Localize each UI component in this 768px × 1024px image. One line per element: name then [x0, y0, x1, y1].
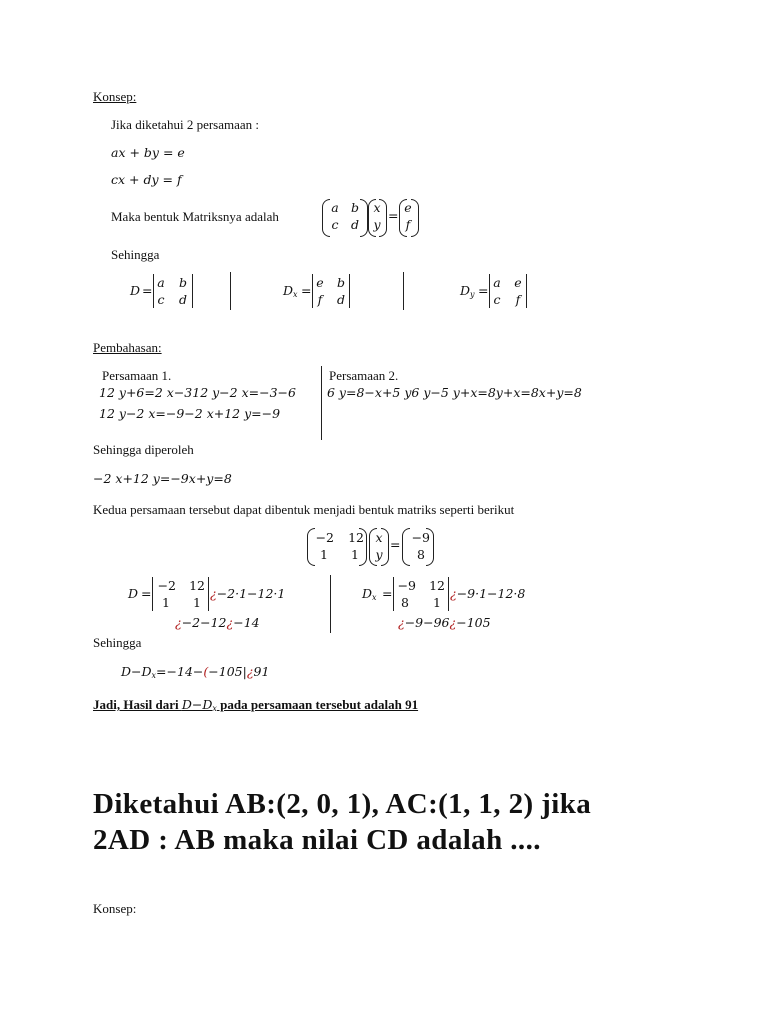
matrix-cell: x	[375, 530, 383, 545]
det-result: −105	[456, 615, 491, 630]
det-label: D	[283, 283, 294, 298]
matrix-cell: d	[350, 217, 359, 232]
column-divider	[403, 272, 404, 310]
det-cell: −2	[157, 578, 176, 593]
right-paren	[379, 199, 387, 237]
det-cell: e	[316, 275, 324, 290]
marker-glyph: ¿	[175, 615, 182, 630]
matrix-cell: 12	[348, 530, 364, 545]
det-subscript: x	[372, 593, 377, 602]
det-subscript: y	[470, 290, 475, 299]
det-cell: b	[178, 275, 187, 290]
conclusion-part: pada persamaan tersebut adalah 91	[216, 697, 419, 712]
persamaan-1-line2: 12 y−2 x=−9−2 x+12 y=−9	[99, 406, 281, 421]
matrix-cell: a	[331, 200, 339, 215]
det-cell: c	[493, 292, 501, 307]
marker-glyph: ¿	[398, 615, 405, 630]
matrix-cell: 1	[320, 547, 328, 562]
right-paren	[359, 528, 367, 566]
det-expression: −2−12	[181, 615, 227, 630]
det-cell: d	[336, 292, 345, 307]
matrix-cell: −9	[411, 530, 430, 545]
persamaan-1-title: Persamaan 1.	[102, 368, 172, 383]
persamaan-1-line1: 12 y+6=2 x−312 y−2 x=−3−6	[99, 385, 296, 400]
det-cell: d	[178, 292, 187, 307]
det-cell: a	[157, 275, 165, 290]
conclusion-subscript: x	[212, 704, 217, 713]
equals-sign: =	[141, 586, 152, 601]
det-cell: f	[515, 292, 521, 307]
right-paren	[360, 199, 368, 237]
konsep-eq1: ax + by = e	[111, 145, 185, 160]
matrix-cell: −2	[315, 530, 334, 545]
det-label: D	[128, 586, 139, 601]
column-divider	[230, 272, 231, 310]
conclusion-math: D−D	[181, 697, 213, 712]
kedua-persamaan-text: Kedua persamaan tersebut dapat dibentuk menjadi bentuk matriks seperti berikut	[93, 502, 515, 517]
pembahasan-heading: Pembahasan:	[93, 340, 162, 355]
det-expression: −9·1−12·8	[456, 586, 526, 601]
det-label: D	[460, 283, 471, 298]
right-paren	[426, 528, 434, 566]
equals-sign: =	[142, 283, 153, 298]
marker-glyph: ¿	[450, 586, 457, 601]
det-cell: 12	[429, 578, 445, 593]
det-cell: e	[514, 275, 522, 290]
result-subscript: x	[151, 671, 157, 680]
konsep-intro: Jika diketahui 2 persamaan :	[111, 117, 260, 132]
matrix-form-text: Maka bentuk Matriksnya adalah	[111, 209, 279, 224]
matrix-cell: b	[350, 200, 359, 215]
det-cell: 1	[162, 595, 170, 610]
matrix-cell: y	[373, 217, 381, 232]
table-divider	[321, 366, 322, 440]
persamaan-2-title: Persamaan 2.	[329, 368, 399, 383]
final-equation	[121, 664, 269, 680]
matrix-cell: 8	[417, 547, 425, 562]
matrix-cell: e	[404, 200, 412, 215]
det-cell: 8	[401, 595, 409, 610]
det-label: D	[130, 283, 141, 298]
det-label: D	[362, 586, 373, 601]
equals-sign: =	[388, 208, 399, 223]
conclusion-part: Jadi, Hasil dari	[93, 697, 182, 712]
matrix-cell: c	[331, 217, 339, 232]
sehingga-label-2: Sehingga	[93, 635, 142, 650]
right-paren	[411, 199, 419, 237]
konsep-eq2: cx + dy = f	[111, 172, 182, 187]
marker-glyph: (	[203, 664, 209, 679]
matrix-cell: x	[373, 200, 381, 215]
matrix-cell: y	[375, 547, 383, 562]
persamaan-2-line1: 6 y=8−x+5 y6 y−5 y+x=8y+x=8x+y=8	[327, 385, 582, 400]
conclusion-text	[93, 697, 418, 713]
det-subscript: x	[293, 290, 298, 299]
sehingga-label: Sehingga	[111, 247, 160, 262]
bar-glyph: |	[242, 664, 247, 679]
equals-sign: =	[382, 586, 393, 601]
det-expression: −2·1−12·1	[216, 586, 286, 601]
det-cell: b	[336, 275, 345, 290]
column-divider	[330, 575, 331, 633]
diperoleh-label: Sehingga diperoleh	[93, 442, 194, 457]
right-paren	[381, 528, 389, 566]
det-result: −14	[233, 615, 260, 630]
konsep-heading-2: Konsep:	[93, 901, 137, 916]
result-part: =−14−	[156, 664, 204, 679]
system-equation: −2 x+12 y=−9x+y=8	[93, 471, 232, 486]
result-value: 91	[253, 664, 270, 679]
marker-glyph: ¿	[210, 586, 217, 601]
result-part: −105	[208, 664, 243, 679]
equals-sign: =	[390, 537, 401, 552]
equals-sign: =	[478, 283, 489, 298]
question-heading-line2: 2AD : AB maka nilai CD adalah ....	[93, 824, 541, 856]
marker-glyph: ¿	[449, 615, 457, 630]
result-part: D−D	[121, 664, 152, 679]
det-cell: c	[157, 292, 165, 307]
det-cell: f	[317, 292, 323, 307]
marker-glyph: ¿	[226, 615, 234, 630]
question-heading-line1: Diketahui AB:(2, 0, 1), AC:(1, 1, 2) jika	[93, 788, 592, 820]
det-cell: 1	[433, 595, 441, 610]
konsep-heading: Konsep:	[93, 89, 137, 104]
det-cell: 12	[189, 578, 205, 593]
matrix-cell: f	[405, 217, 411, 232]
det-cell: 1	[193, 595, 201, 610]
marker-glyph: ¿	[246, 664, 254, 679]
matrix-cell: 1	[351, 547, 359, 562]
det-cell: a	[493, 275, 501, 290]
det-expression: −9−96	[404, 615, 450, 630]
equals-sign: =	[301, 283, 312, 298]
det-cell: −9	[397, 578, 416, 593]
